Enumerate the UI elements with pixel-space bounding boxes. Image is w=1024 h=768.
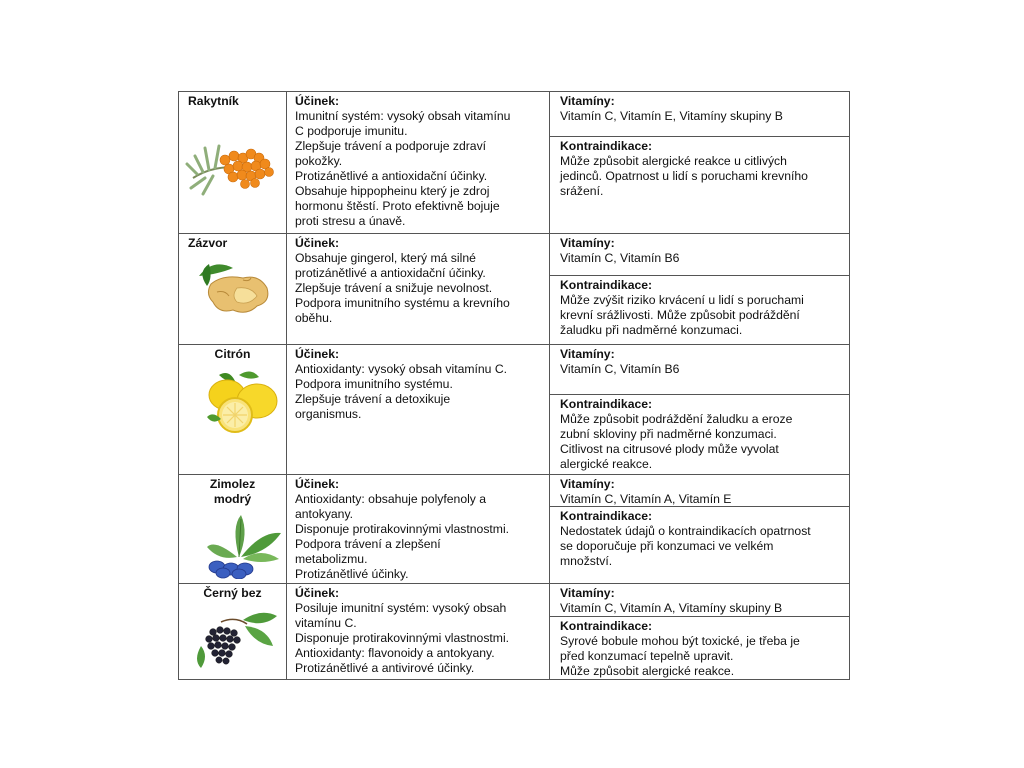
honeysuckle-icon	[201, 513, 283, 579]
effect-line: pokožky.	[295, 154, 343, 168]
contraindications-label: Kontraindikace:	[560, 619, 653, 633]
contraindications-line: Může způsobit alergické reakce.	[560, 664, 735, 678]
contraindications-box	[550, 137, 849, 199]
effect-cell	[287, 234, 550, 344]
vitamins-label: Vitamíny:	[560, 347, 615, 361]
effect-line: Obsahuje gingerol, který má silné	[295, 251, 476, 265]
info-cell	[550, 584, 849, 679]
effect-line: Antioxidanty: vysoký obsah vitamínu C.	[295, 362, 508, 376]
info-cell	[550, 92, 849, 233]
table-row	[179, 234, 849, 345]
contraindications-line: jedinců. Opatrnost u lidí s poruchami krevního	[560, 169, 808, 183]
plant-name: Zázvor	[188, 236, 228, 250]
effect-line: Antioxidanty: obsahuje polyfenoly a	[295, 492, 487, 506]
effect-line: Disponuje protirakovinnými vlastnostmi.	[295, 631, 510, 645]
contraindications-box	[550, 617, 849, 679]
plant-name-line: Zimolez	[209, 477, 256, 491]
sea-buckthorn-icon	[185, 134, 281, 198]
contraindications-label: Kontraindikace:	[560, 509, 653, 523]
plant-name	[179, 477, 286, 507]
contraindications-line: Může způsobit alergické reakce u citlivých	[560, 154, 787, 168]
vitamins-value: Vitamín C, Vitamín B6	[560, 362, 680, 376]
plant-cell	[179, 345, 287, 474]
info-cell	[550, 345, 849, 474]
contraindications-line: se doporučuje při konzumaci ve velkém	[560, 539, 774, 553]
plant-cell	[179, 475, 287, 583]
effect-cell	[287, 92, 550, 233]
plant-cell	[179, 584, 287, 679]
contraindications-line: Nedostatek údajů o kontraindikacích opatrnost	[560, 524, 811, 538]
effect-line: Zlepšuje trávení a snižuje nevolnost.	[295, 281, 493, 295]
effect-line: organismus.	[295, 407, 362, 421]
contraindications-box	[550, 276, 849, 338]
contraindications-box	[550, 395, 849, 472]
contraindications-line: Může zvýšit riziko krvácení u lidí s poruchami	[560, 293, 804, 307]
effect-line: vitamínu C.	[295, 616, 357, 630]
contraindications-line: srážení.	[560, 184, 604, 198]
contraindications-line: zubní skloviny při nadměrné konzumaci.	[560, 427, 777, 441]
contraindications-line: množství.	[560, 554, 613, 568]
effect-line: Protizánětlivé a antivirové účinky.	[295, 661, 475, 675]
vitamins-box	[550, 584, 849, 617]
effect-line: proti stresu a únavě.	[295, 214, 406, 228]
herbs-table	[178, 91, 850, 680]
contraindications-line: Citlivost na citrusové plody může vyvolat	[560, 442, 779, 456]
plant-cell	[179, 234, 287, 344]
info-cell	[550, 475, 849, 583]
vitamins-box	[550, 92, 849, 137]
contraindications-label: Kontraindikace:	[560, 139, 653, 153]
plant-name-line: modrý	[213, 492, 252, 506]
effect-cell	[287, 584, 550, 679]
table-row	[179, 92, 849, 234]
contraindications-line: Může způsobit podráždění žaludku a eroze	[560, 412, 793, 426]
effect-line: antokyany.	[295, 507, 354, 521]
vitamins-label: Vitamíny:	[560, 236, 615, 250]
vitamins-label: Vitamíny:	[560, 94, 615, 108]
effect-label: Účinek:	[295, 347, 340, 361]
contraindications-box	[550, 507, 849, 569]
plant-name: Rakytník	[188, 94, 239, 108]
effect-label: Účinek:	[295, 94, 340, 108]
table-row	[179, 345, 849, 475]
effect-label: Účinek:	[295, 477, 340, 491]
effect-label: Účinek:	[295, 586, 340, 600]
vitamins-box	[550, 475, 849, 507]
vitamins-value: Vitamín C, Vitamín E, Vitamíny skupiny B	[560, 109, 783, 123]
effect-line: Podpora trávení a zlepšení	[295, 537, 441, 551]
effect-line: Podpora imunitního systému.	[295, 377, 453, 391]
effect-line: Antioxidanty: flavonoidy a antokyany.	[295, 646, 495, 660]
effect-line: Posiluje imunitní systém: vysoký obsah	[295, 601, 507, 615]
table-row	[179, 584, 849, 679]
ginger-icon	[193, 256, 273, 320]
contraindications-label: Kontraindikace:	[560, 397, 653, 411]
contraindications-label: Kontraindikace:	[560, 278, 653, 292]
plant-name: Černý bez	[203, 586, 262, 600]
vitamins-value: Vitamín C, Vitamín B6	[560, 251, 680, 265]
effect-line: Imunitní systém: vysoký obsah vitamínu	[295, 109, 511, 123]
effect-line: Zlepšuje trávení a podporuje zdraví	[295, 139, 487, 153]
effect-line: Podpora imunitního systému a krevního	[295, 296, 510, 310]
effect-line: hormonu štěstí. Proto efektivně bojuje	[295, 199, 500, 213]
vitamins-value: Vitamín C, Vitamín A, Vitamín E	[560, 492, 732, 506]
plant-cell	[179, 92, 287, 233]
effect-line: Zlepšuje trávení a detoxikuje	[295, 392, 451, 406]
vitamins-box	[550, 234, 849, 276]
contraindications-line: žaludku při nadměrné konzumaci.	[560, 323, 743, 337]
effect-line: C podporuje imunitu.	[295, 124, 408, 138]
effect-line: metabolizmu.	[295, 552, 368, 566]
effect-label: Účinek:	[295, 236, 340, 250]
effect-cell	[287, 475, 550, 583]
contraindications-line: Syrové bobule mohou být toxické, je třeba je	[560, 634, 800, 648]
effect-line: protizánětlivé a antioxidační účinky.	[295, 266, 486, 280]
lemon-icon	[199, 367, 283, 437]
table-row	[179, 475, 849, 584]
effect-line: Obsahuje hippopheinu který je zdroj	[295, 184, 490, 198]
vitamins-label: Vitamíny:	[560, 477, 615, 491]
effect-line: Disponuje protirakovinnými vlastnostmi.	[295, 522, 510, 536]
vitamins-label: Vitamíny:	[560, 586, 615, 600]
vitamins-value: Vitamín C, Vitamín A, Vitamíny skupiny B	[560, 601, 783, 615]
contraindications-line: před konzumací tepelně upravit.	[560, 649, 734, 663]
plant-name: Citrón	[214, 347, 251, 361]
info-cell	[550, 234, 849, 344]
effect-cell	[287, 345, 550, 474]
effect-line: oběhu.	[295, 311, 333, 325]
contraindications-line: krevní srážlivosti. Může způsobit podráždění	[560, 308, 800, 322]
elderberry-icon	[191, 606, 279, 672]
contraindications-line: alergické reakce.	[560, 457, 653, 471]
vitamins-box	[550, 345, 849, 395]
effect-line: Protizánětlivé a antioxidační účinky.	[295, 169, 488, 183]
effect-line: Protizánětlivé účinky.	[295, 567, 409, 581]
